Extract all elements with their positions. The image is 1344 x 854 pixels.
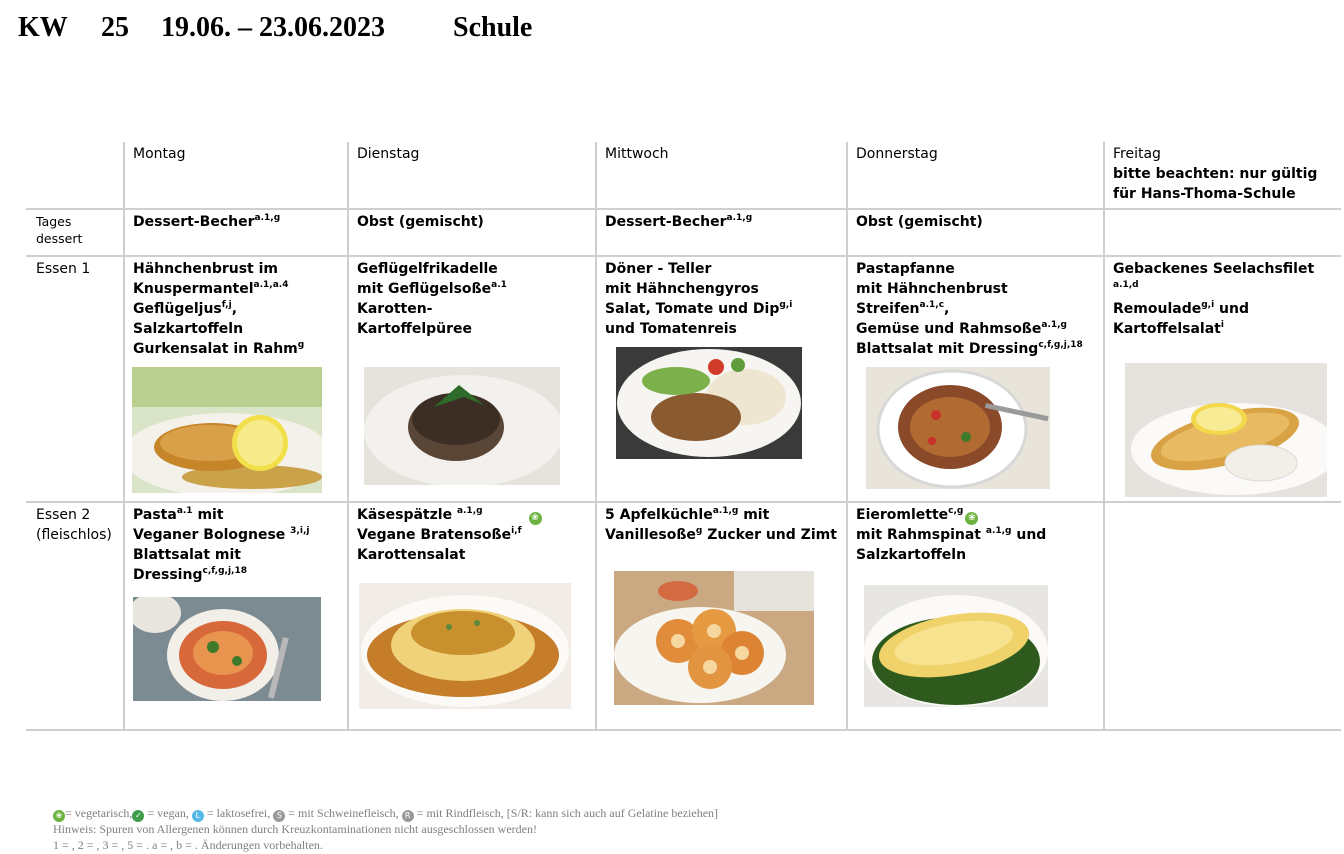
dish-text: Eieromlette$^{c,g}$❀ mit Rahmspinat $^{a.1,g}$ und Salzkartoffeln [856,506,1047,563]
essen1-montag [124,256,348,502]
row-label-essen2: Essen 2 (fleischlos) [26,502,124,730]
food-photo-bolognese [133,597,321,701]
corner-cell [26,142,124,209]
leaf-icon: ❀ [529,512,542,525]
dish-text: Geflügelfrikadelle mit Geflügelsoße$^{a.1}$ Karotten- Kartoffelpüree [357,261,507,337]
dessert-montag: Dessert-Becher$^{a.1,g}$ [124,209,348,256]
food-photo-pasta-pfanne [866,367,1050,489]
food-photo-frikadelle [364,367,560,485]
dessert-dienstag: Obst (gemischt) [348,209,596,256]
essen1-row [26,256,1341,502]
dish-text: 5 Apfelküchle$^{a.1,g}$ mit Vanillesoße$^g$ Zucker und Zimt [605,506,837,543]
legend-line-2: Hinweis: Spuren von Allergenen können durch Kreuzkontaminationen nicht ausgeschlossen werden! [53,822,537,836]
day-header-dienstag: Dienstag [348,142,596,209]
dish-text: Döner - Teller mit Hähnchengyros Salat, Tomate und Dip$^{g,i}$ und Tomatenreis [605,261,793,337]
legend-line-1: ❀ = vegetarisch, ✓ = vegan, L = laktosefrei, S = mit Schweinefleisch, R = mit Rindfleisch, [S/R: kann sich auch auf Gelatine beziehen] [53,806,718,822]
row-label-essen1: Essen 1 [26,256,124,502]
dessert-row [26,209,1341,256]
day-header-freitag: Freitag bitte beachten: nur gültig für Hans-Thoma-Schule [1104,142,1341,209]
essen2-dienstag [348,502,596,730]
day-header-mittwoch: Mittwoch [596,142,847,209]
lactose-free-icon: L [192,810,204,822]
day-header-donnerstag: Donnerstag [847,142,1104,209]
food-photo-kaesespaetzle [359,583,571,709]
kw-label: KW [18,12,68,43]
food-photo-seelachs [1125,363,1327,497]
row-label-dessert: Tages dessert [26,209,124,256]
food-photo-doener [616,347,802,459]
food-photo-schnitzel [132,367,322,493]
essen2-row [26,502,1341,730]
essen1-dienstag [348,256,596,502]
dish-text: Käsespätzle $^{a.1,g}$❀ Vegane Bratensoße$^{i,f}$ Karottensalat [357,505,587,565]
essen1-donnerstag [847,256,1104,502]
dessert-donnerstag: Obst (gemischt) [847,209,1104,256]
essen2-freitag [1104,502,1341,730]
leaf-icon: ❀ [53,810,65,822]
menu-table [26,142,1341,731]
dish-text: Pasta$^{a.1}$ mit Veganer Bolognese $^{3,i,j}$ Blattsalat mit Dressing$^{c,f,g,j,18}$ [133,506,310,583]
food-photo-omelette [864,585,1048,707]
dessert-mittwoch: Dessert-Becher$^{a.1,g}$ [596,209,847,256]
date-range: 19.06. – 23.06.2023 [161,12,385,43]
legend [53,806,718,853]
dish-text: Gebackenes Seelachsfilet $^{a.1,d}$ Remoulade$^{g,i}$ und Kartoffelsalat$^i$ [1113,261,1315,337]
essen2-montag [124,502,348,730]
vegan-icon: ✓ [132,810,144,822]
food-photo-apfelkuechle [614,571,814,705]
dessert-freitag [1104,209,1341,256]
essen2-mittwoch [596,502,847,730]
day-header-row [26,142,1341,209]
week-number: 25 [101,12,129,43]
essen1-mittwoch [596,256,847,502]
pork-icon: S [273,810,285,822]
dish-text: Pastapfanne mit Hähnchenbrust Streifen$^{a.1,c}$, Gemüse und Rahmsoße$^{a.1,g}$ Blattsalat mit Dressing$^{c,f,g,j,18}$ [856,261,1083,357]
leaf-icon: ❀ [965,512,978,525]
essen1-freitag [1104,256,1341,502]
beef-icon: R [402,810,414,822]
dish-text: Hähnchenbrust im Knuspermantel$^{a.1,a.4}$ Geflügeljus$^{f,j}$, Salzkartoffeln Gurkensalat in Rahm$^g$ [133,261,305,357]
essen2-donnerstag [847,502,1104,730]
location-title: Schule [453,12,533,43]
legend-line-3: 1 = , 2 = , 3 = , 5 = . a = , b = . Änderungen vorbehalten. [53,837,323,852]
day-header-montag: Montag [124,142,348,209]
friday-note: bitte beachten: nur gültig für Hans-Thoma-Schule [1113,166,1318,202]
